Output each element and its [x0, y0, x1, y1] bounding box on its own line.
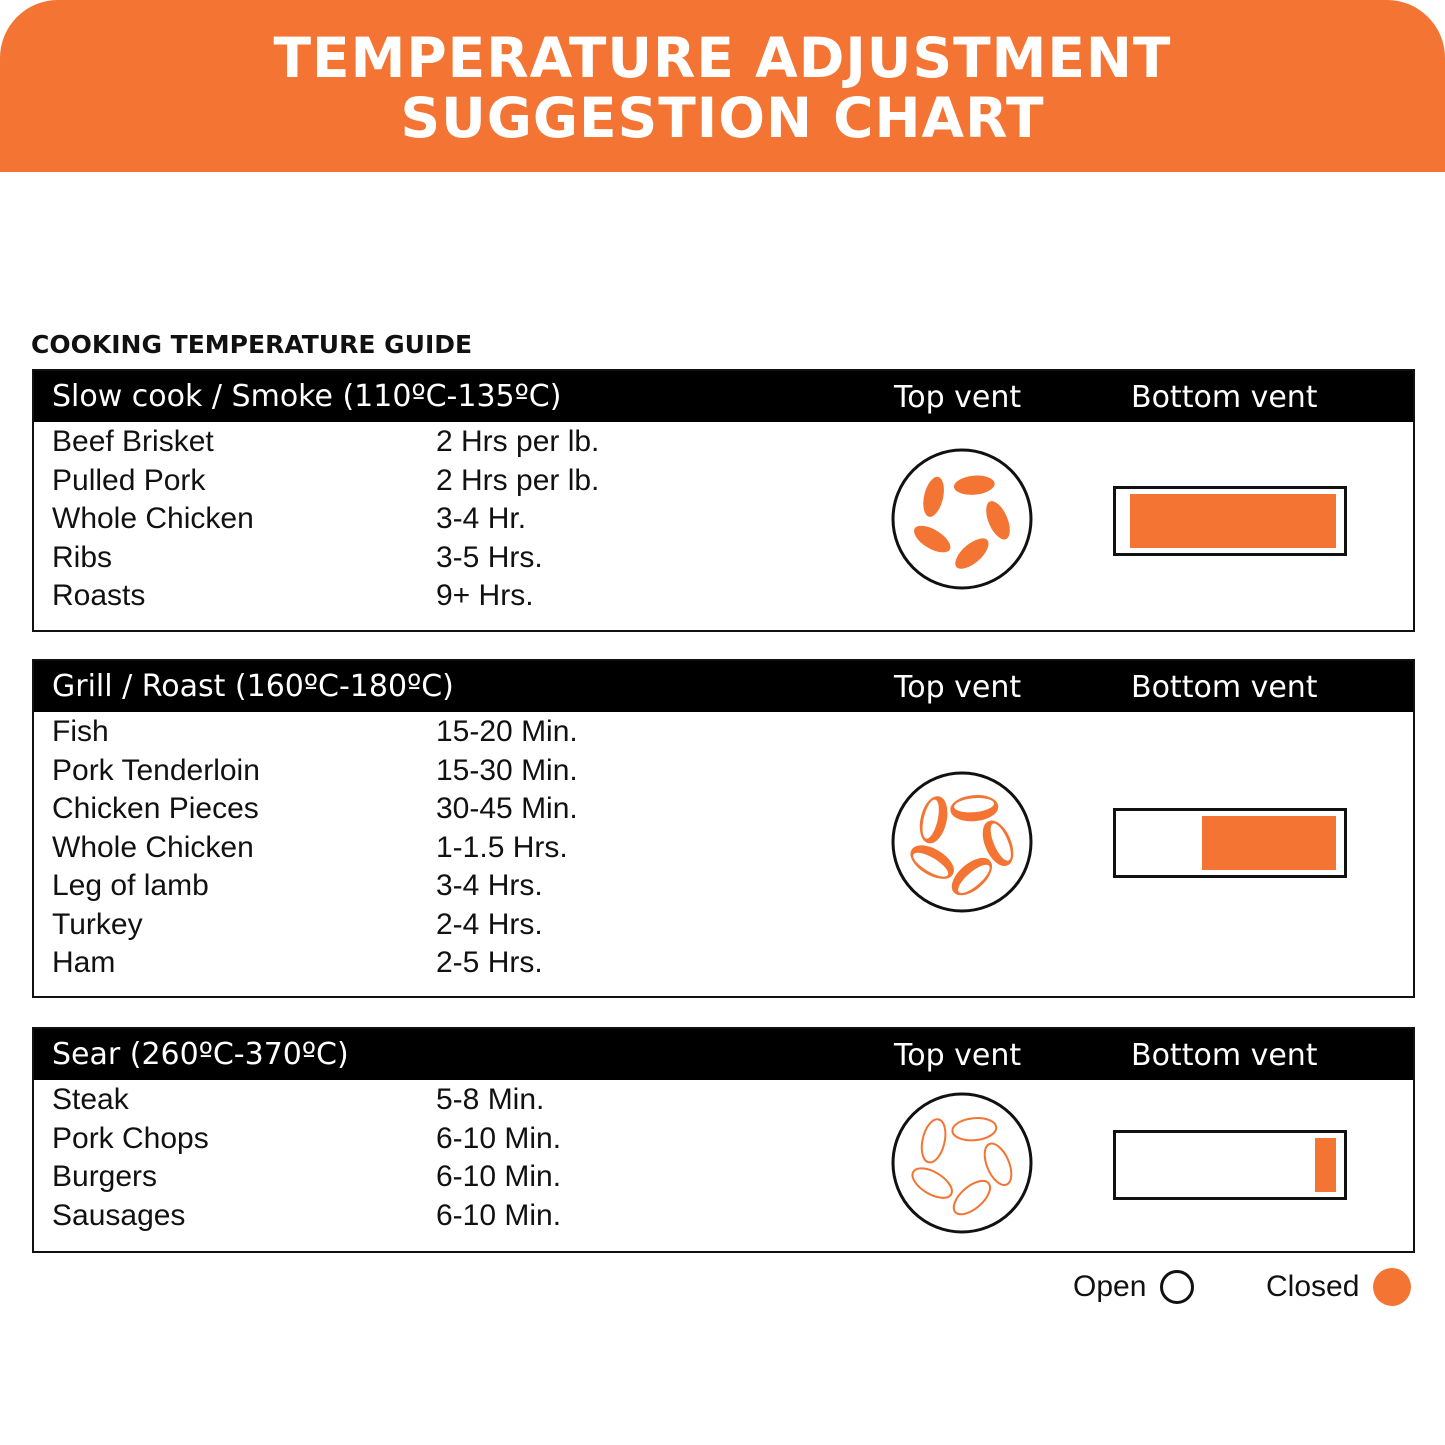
cooking-time: 9+ Hrs.: [436, 579, 534, 612]
food-name: Leg of lamb: [52, 869, 209, 902]
cooking-time: 6-10 Min.: [436, 1121, 562, 1155]
food-name: Pork Chops: [52, 1121, 209, 1155]
cooking-time: 15-30 Min.: [436, 753, 578, 787]
temperature-section: [32, 369, 1415, 632]
cooking-time: 1-1.5 Hrs.: [436, 830, 568, 864]
top-vent-icon: [889, 1090, 1035, 1236]
page-title-line-1: TEMPERATURE ADJUSTMENT: [273, 26, 1172, 90]
food-name: Beef Brisket: [52, 425, 214, 458]
top-vent: [889, 446, 1035, 597]
cooking-time: 5-8 Min.: [436, 1083, 545, 1116]
food-name: Sausages: [52, 1198, 186, 1232]
legend-open: [1073, 1265, 1194, 1309]
cooking-time: 6-10 Min.: [436, 1160, 562, 1193]
cooking-time: 3-4 Hr.: [436, 502, 527, 535]
food-name: Pulled Pork: [52, 463, 206, 497]
food-name: Ham: [52, 946, 116, 979]
section-header: [34, 371, 1413, 422]
bottom-vent: [1113, 1130, 1347, 1200]
section-header: [34, 661, 1413, 712]
top-vent-icon: [889, 769, 1035, 915]
food-name: Chicken Pieces: [52, 792, 259, 825]
bottom-vent-fill: [1202, 816, 1336, 870]
top-vent: [889, 1090, 1035, 1241]
open-circle-icon: [1160, 1270, 1194, 1304]
food-name: Whole Chicken: [52, 502, 254, 535]
legend-closed-label: Closed: [1266, 1270, 1360, 1303]
title-banner: [0, 0, 1445, 172]
bottom-vent-label: Bottom vent: [1131, 670, 1318, 705]
section-title: Sear (260ºC-370ºC): [52, 1037, 349, 1072]
food-name: Burgers: [52, 1160, 158, 1193]
closed-circle-icon: [1373, 1268, 1411, 1306]
food-name: Ribs: [52, 540, 113, 574]
top-vent: [889, 769, 1035, 920]
food-name: Roasts: [52, 579, 146, 612]
top-vent-label: Top vent: [894, 380, 1022, 415]
temperature-section: [32, 659, 1415, 998]
section-header: [34, 1029, 1413, 1080]
top-vent-label: Top vent: [894, 1038, 1022, 1073]
bottom-vent: [1113, 486, 1347, 556]
food-name: Whole Chicken: [52, 830, 254, 864]
legend-closed: [1266, 1265, 1411, 1309]
legend-open-label: Open: [1073, 1270, 1147, 1303]
cooking-time: 2 Hrs per lb.: [436, 463, 600, 497]
cooking-time: 3-5 Hrs.: [436, 540, 543, 574]
temperature-section: [32, 1027, 1415, 1253]
food-name: Turkey: [52, 907, 143, 941]
top-vent-label: Top vent: [894, 670, 1022, 705]
food-name: Fish: [52, 715, 109, 748]
cooking-time: 2 Hrs per lb.: [436, 425, 600, 458]
food-name: Pork Tenderloin: [52, 753, 260, 787]
bottom-vent-fill: [1315, 1138, 1336, 1192]
page-title: [0, 28, 1445, 148]
top-vent-icon: [889, 446, 1035, 592]
cooking-time: 30-45 Min.: [436, 792, 578, 825]
food-name: Steak: [52, 1083, 129, 1116]
page-title-line-2: SUGGESTION CHART: [400, 86, 1045, 150]
cooking-time: 3-4 Hrs.: [436, 869, 543, 902]
bottom-vent: [1113, 808, 1347, 878]
cooking-time: 2-5 Hrs.: [436, 946, 543, 979]
cooking-time: 2-4 Hrs.: [436, 907, 543, 941]
cooking-time: 15-20 Min.: [436, 715, 578, 748]
guide-heading: COOKING TEMPERATURE GUIDE: [31, 330, 473, 359]
bottom-vent-label: Bottom vent: [1131, 1038, 1318, 1073]
section-title: Grill / Roast (160ºC-180ºC): [52, 669, 454, 704]
bottom-vent-fill: [1130, 494, 1336, 548]
section-title: Slow cook / Smoke (110ºC-135ºC): [52, 379, 562, 414]
bottom-vent-label: Bottom vent: [1131, 380, 1318, 415]
cooking-time: 6-10 Min.: [436, 1198, 562, 1232]
